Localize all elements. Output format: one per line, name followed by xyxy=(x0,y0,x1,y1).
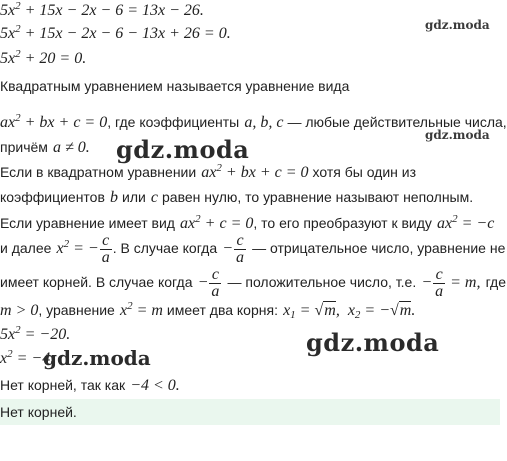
equation-line-3: $5x^2 + 20 = 0$. xyxy=(0,48,87,67)
incomplete-line-1: Если в квадратном уравнении $ax^2$ + bx + c = 0 хотя бы один из xyxy=(0,162,417,181)
form-text-1a: Если уравнение имеет вид xyxy=(0,215,175,231)
form-line-4: m > 0, уравнение $x^2 = m$ имеет два корня: $x_1 = √m$, $x_2 = -√m$. xyxy=(0,300,416,321)
form-line-2: и далее $x^2$ = − $\frac{c}{a}$ . В случае когда − $\frac{c}{a}$ — отрицательное число, уравнение не xyxy=(0,232,506,266)
condition-prefix: причём xyxy=(0,139,48,155)
form-text-2c: — отрицательное число, уравнение не xyxy=(252,240,506,257)
form-text-3a: имеет корней. В случае когда xyxy=(0,274,193,291)
form-text-4b: имеет два корня: xyxy=(166,302,278,318)
incomplete-text-2c: равен нулю, то уравнение называют неполным. xyxy=(162,189,474,205)
incomplete-line-2: коэффициентов b или c равен нулю, то уравнение называют неполным. xyxy=(0,189,474,206)
answer-text: Нет корней. xyxy=(0,404,77,420)
form-line-1: Если уравнение имеет вид $ax^2 + c = 0$, то его преобразуют к виду $ax^2 = -c$ xyxy=(0,213,495,232)
incomplete-text-1a: Если в квадратном уравнении xyxy=(0,164,197,180)
form-text-1b: , то его преобразуют к виду xyxy=(253,215,432,231)
definition-title: Квадратным уравнением называется уравнение вида xyxy=(0,78,350,94)
watermark-big-1: gdz.moda xyxy=(116,135,250,164)
no-roots-reason: Нет корней, так как −4 < 0. xyxy=(0,377,180,394)
form-text-4a: , уравнение xyxy=(38,302,115,318)
form-text-2a: и далее xyxy=(0,240,52,257)
definition-tail: , где коэффициенты xyxy=(107,114,240,130)
form-text-3b: — положительное число, т.е. xyxy=(227,274,417,291)
watermark-small-top: gdz.moda xyxy=(425,18,490,32)
incomplete-text-1b: хотя бы один из xyxy=(312,164,417,180)
step-line-1: $5x^2 = -20$. xyxy=(0,324,71,343)
incomplete-text-2a: коэффициентов xyxy=(0,189,105,205)
incomplete-text-2b: или xyxy=(122,189,146,205)
form-line-3: имеет корней. В случае когда − $\frac{c}{a}$ — положительное число, т.е. − $\frac{c}{a}$ = m, где xyxy=(0,266,507,300)
form-text-2b: . В случае когда xyxy=(112,240,218,257)
step-line-2: $x^2 = -4$. xyxy=(0,348,55,367)
equation-line-1: $5x^2 + 15x - 2x - 6 = 13x - 26$. xyxy=(0,0,204,19)
definition-condition: причём a ≠ 0. xyxy=(0,139,90,156)
watermark-small-mid: gdz.moda xyxy=(425,128,490,142)
watermark-big-3: gdz.moda xyxy=(43,346,151,370)
equation-line-2: $5x^2 + 15x - 2x - 6 - 13x + 26 = 0$. xyxy=(0,23,231,42)
no-roots-reason-text: Нет корней, так как xyxy=(0,377,126,393)
watermark-big-2: gdz.moda xyxy=(306,328,440,357)
definition-tail-2: — любые действительные числа, xyxy=(287,114,507,130)
definition-line: $ax^2$ + bx + c = 0, где коэффициенты a, b, c — любые действительные числа, xyxy=(0,112,507,131)
